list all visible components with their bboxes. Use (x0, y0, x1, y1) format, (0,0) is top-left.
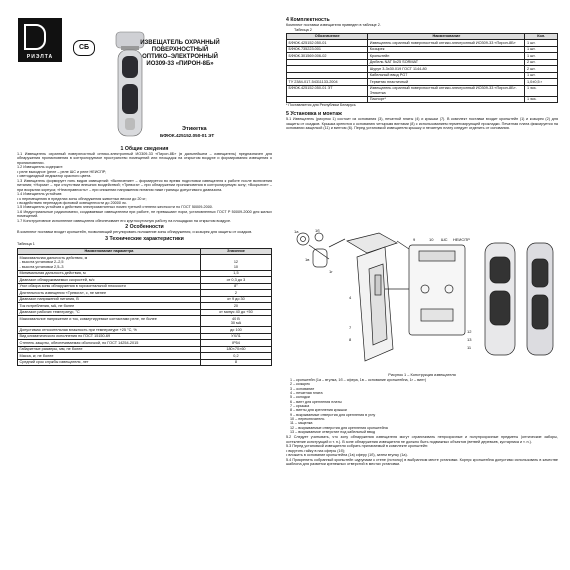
table-2-cell: БФЮК.425152.050-01 ЭТ (287, 85, 368, 96)
table-1-cell: 12 10 (200, 255, 271, 271)
table-1-header: Наименование параметра (18, 248, 201, 255)
table-1-cell: Средний срок службы извещателя, лет (18, 359, 201, 366)
right-column (286, 17, 558, 131)
table-1-cell: Допустимая относительная влажность при температуре +25 °С, % (18, 327, 201, 334)
table-1-cell: Ток потребления, мА, не более (18, 303, 201, 310)
table-1-cell: 20 (200, 303, 271, 310)
table-2-cell: Герметик пластичный (368, 79, 525, 86)
table-2-cell: 1 экз. (525, 85, 558, 96)
table-1-cell: IP54 (200, 340, 271, 347)
table-1-row (18, 359, 272, 366)
table-2-cell: 1 шт. (525, 72, 558, 79)
title-line-2: ПОВЕРХНОСТНЫЙ (151, 47, 209, 53)
title-line-1: ИЗВЕЩАТЕЛЬ ОХРАННЫЙ (140, 40, 220, 46)
drawing-label: ШС (441, 237, 448, 242)
table-2-caption: Таблица 2 (294, 27, 312, 32)
drawing-label: НЕИСПР (453, 237, 470, 242)
table-2-cell (287, 96, 368, 103)
table-2-cell: 2 шт. (525, 66, 558, 73)
table-1-cell: Диапазон напряжений питания, В (18, 296, 201, 303)
table-1-cell: до 100 (200, 327, 271, 334)
drawing-label: 1г (329, 269, 333, 274)
certification-mark-icon: СБ (73, 40, 95, 56)
table-2-cell: 1,0±0,5 г (525, 79, 558, 86)
table-2-header: Наименование (368, 33, 525, 40)
table-1-cell: 8 (200, 359, 271, 366)
table-2-cell: Паспорт* (368, 96, 525, 103)
section-1-title: 1 Общие сведения (120, 146, 169, 152)
table-1-cell: Длительность извещения «Тревога», с, не менее (18, 290, 201, 297)
table-1-cell: Максимальное напряжение и ток, коммутируемые контактами реле, не более (18, 316, 201, 327)
section-4-title: 4 Комплектность (286, 17, 330, 23)
table-1-cell: Масса, кг, не более (18, 353, 201, 360)
drawing-label: 9 (413, 237, 416, 242)
title-line-4: ИО309-33 «ПИРОН-8Б» (146, 61, 214, 67)
table-2-cell: 2 шт. (525, 59, 558, 66)
drawing-label: 12 (467, 329, 472, 334)
section-5-continued: 5.2 Следует учитывать, что зону обнаружения извещателя могут ограничивать непрозрачные и полупрозрачные предметы (оптические заборы, остекление конструкций и т. п.). В зоне обнаружения извещателя не должно быть подвижных объектов (ветвей деревьев, кустарника и т. п.). 5.3 Перед установкой извещателя собрать прилагаемый в комплекте кронштейн: • вкрутить гайку в паз сферы (1б); • вложить в основание кронштейна (1в) сферу (1б), затем втулку (1а). 5.4 Прикрепить собранный кронштейн шурупами к стене (потолку) в выбранном месте установки. Корпус кронштейна допустимо использовать в качестве шаблона для разметки крепежных отверстий в местах установки. (286, 435, 558, 467)
table-1-cell: 180×70×60 (200, 346, 271, 353)
drawing-label: 7 (349, 325, 352, 330)
figure-caption: Рисунок 1 – Конструкция извещателя (388, 372, 456, 377)
table-1-caption: Таблица 1 (17, 241, 35, 246)
drawing-label: 1б (315, 229, 320, 233)
document-code: БФЮК.425152.050-01 ЭТ (160, 133, 215, 138)
table-1-cell: 2 (200, 290, 271, 297)
table-2-header: Обозначение (287, 33, 368, 40)
table-2-cell: Кронштейн (368, 53, 525, 60)
table-2-cell: ТУ 2384-017-54311133-2004 (287, 79, 368, 86)
table-1-cell: Угол обзора зоны обнаружения в горизонтальной плоскости (18, 283, 201, 290)
figure-legend: 1 – кронштейн (1а – втулка, 1б – сфера, 1в – основание кронштейна, 1г – винт) 2 – козырек 3 – основание 4 – печатная плата 5 – колодки 6 – винт для крепления платы 7 – крышка 8 – винты для крепления крышки 9 – вскрываемые отверстия для крепления в углу 10 – переключатель 11 – защелка 12 – вскрываемые отверстия для крепления кронштейна 13 – вскрываемое отверстие под кабельный ввод (290, 377, 427, 435)
table-2-cell: Дюбель NAT 5х25 SORMAT (368, 59, 525, 66)
table-1-cell: Диапазон рабочих температур, °С (18, 309, 201, 316)
drawing-label: 1а (294, 229, 299, 234)
section-1-text: 1.1 Извещатель охранный поверхностный оптико-электронный ИО309-33 «Пирон-8Б» (в дальнейшем – извещатель) предназначен для обнаружения проникновения в контролируемое пространство помещений или площадок на открытом воздухе и формирования извещения о проникновении. 1.2 Извещатель содержит: • реле выходное (реле – реле ШС и реле НЕИСПР; • светодиодный индикатор красного цвета. 1.3 Извещатель формирует пять видов извещений: «Включение» – формируется во время подготовки извещателя к работе после включения питания; «Норма» – при отсутствии внешних воздействий; «Тревога» – при обнаружении проникновения в контролируемую зону; «Вскрытие» – при вскрытии корпуса; «Неисправность» – при снижении напряжения питания ниже границы допустимого диапазона. 1.4 Извещатель устойчив: • к перемещению в пределах зоны обнаружения животных весом до 20 кг; • воздействию перепадов фоновой освещенности до 20000 лк. 1.5 Извещатель устойчив к действию электромагнитных помех третьей степени жесткости по ГОСТ 50009-2000. 1.6 Индустриальные радиопомехи, создаваемые извещателем при работе, не превышают норм, установленных ГОСТ Р 50009-2000 для жилых помещений. 1.7 Конструктивное исполнение извещателя обеспечивает его круглосуточную работу на площадках на открытом воздухе. (17, 152, 272, 223)
table-1 (17, 248, 272, 367)
table-2-cell: Извещатель охранный поверхностный оптико-электронный ИО309-33 «Пирон-8Б». Этикетка (368, 85, 525, 96)
construction-drawing (289, 229, 559, 371)
table-1-header: Значение (200, 248, 271, 255)
logo-text: РИЭЛТА (26, 54, 54, 60)
table-2-header: Кол. (525, 33, 558, 40)
table-1-cell: Диапазон обнаруживаемых скоростей, м/с (18, 277, 201, 284)
table-1-cell: 40 В 30 мА (200, 316, 271, 327)
table-1-cell: от 9 до 30 (200, 296, 271, 303)
table-2-cell: Козырек (368, 46, 525, 53)
table-2-cell: 1 шт. (525, 53, 558, 60)
left-column (17, 146, 272, 366)
section-2-text: В комплект поставки входит кронштейн, позволяющий регулировать положение зоны обнаружения, и козырек для защиты от осадков. (17, 230, 253, 235)
table-2-cell: 1 шт. (525, 40, 558, 47)
table-1-cell: 1,5 (200, 270, 271, 277)
table-2-row (287, 96, 558, 103)
drawing-label: 13 (467, 337, 472, 342)
section-2-title: 2 Особенности (125, 224, 164, 231)
table-1-cell: 0,2 (200, 353, 271, 360)
drawing-label: 8 (349, 337, 352, 342)
drawing-label: 1в (305, 257, 310, 262)
section-5-title: 5 Установка и монтаж (286, 111, 342, 118)
table-2-cell: Кабельный ввод PG7 (368, 72, 525, 79)
table-2-cell: Шуруп 3-3х30.019 ГОСТ 1144-80 (368, 66, 525, 73)
table-1-cell: Максимальная дальность действия, м - высота установки 2–2,5 - высота установки 2,5–3 (18, 255, 201, 271)
table-2-note: * Поставляется для Республики Беларусь (286, 103, 356, 108)
table-1-cell: от 0,3 до 3 (200, 277, 271, 284)
table-1-cell: Габаритные размеры, мм, не более (18, 346, 201, 353)
table-2-cell: БФЮК.735223.001 (287, 46, 368, 53)
document-title (52, 40, 242, 68)
table-2-row (287, 85, 558, 96)
table-2-cell: БФЮК.301569.006-02 (287, 53, 368, 60)
table-1-cell: УХЛ1 (200, 333, 271, 340)
title-line-3: ОПТИКО–ЭЛЕКТРОННЫЙ (142, 54, 218, 60)
right-lower (286, 373, 558, 467)
table-2 (286, 33, 558, 104)
table-1-row (18, 316, 272, 327)
section-5-text: 5.1 Извещатель (рисунок 1) состоит из основания (3), печатной платы (4) и крышки (7). В комплект поставки входит кронштейн (1) и козырек (2) для защиты от осадков. Крышка крепится к основанию четырьмя винтами (8) с использованием герметизирующей прокладки. Печатная плата фиксируется на основании защелкой (11) и винтом (6). Перед установкой извещателя крышку и печатную плату следует отделить от основания. (286, 117, 558, 131)
table-1-cell: Минимальная дальность действия, м (18, 270, 201, 277)
table-2-cell: Извещатель охранный поверхностный оптико-электронный ИО309-33 «Пирон-8Б» (368, 40, 525, 47)
section-4-text: Комплект поставки извещателя приведен в таблице 2. (286, 23, 381, 27)
table-1-row (18, 255, 272, 271)
table-2-cell: 1 шт. (525, 46, 558, 53)
drawing-label: 11 (467, 345, 472, 350)
etiquette-label: Этикетка (182, 126, 207, 132)
drawing-label: 10 (429, 237, 434, 242)
table-2-cell: БФЮК.425152.050-01 (287, 40, 368, 47)
table-1-cell: Степень защиты, обеспечиваемая оболочкой, по ГОСТ 14254-2015 (18, 340, 201, 347)
table-1-cell: Вид климатического исполнения по ГОСТ 15150-69 (18, 333, 201, 340)
section-3-title: 3 Технические характеристики (105, 235, 184, 242)
table-2-cell: 1 экз. (525, 96, 558, 103)
logo-mark-icon (24, 24, 46, 50)
table-1-cell: 8° (200, 283, 271, 290)
drawing-label: 4 (349, 295, 352, 300)
table-1-cell: от минус 40 до +50 (200, 309, 271, 316)
